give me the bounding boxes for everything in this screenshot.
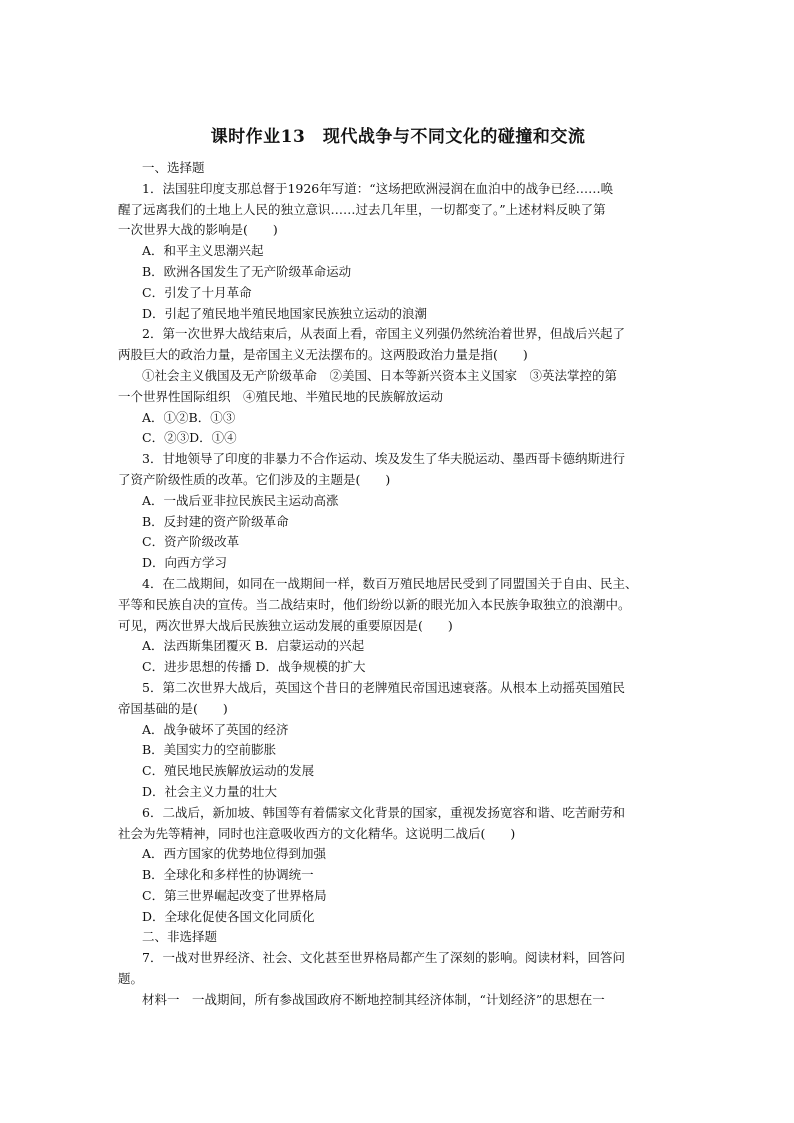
text-line: A．法西斯集团覆灭 B．启蒙运动的兴起 [142, 638, 365, 654]
text-line: C．②③D．①④ [142, 430, 237, 446]
text-line: C．进步思想的传播 D．战争规模的扩大 [142, 659, 366, 675]
text-line: D．向西方学习 [142, 555, 228, 571]
text-line: B．美国实力的空前膨胀 [142, 742, 277, 758]
text-line: 5．第二次世界大战后，英国这个昔日的老牌殖民帝国迅速衰落。从根本上动摇英国殖民 [142, 679, 625, 695]
text-line: B．反封建的资产阶级革命 [142, 513, 289, 529]
text-line: 1．法国驻印度支那总督于1926年写道：“这场把欧洲浸润在血泊中的战争已经……唤 [142, 180, 614, 196]
document-body [118, 158, 678, 1011]
text-line: 醒了远离我们的土地上人民的独立意识……过去几年里，一切都变了。”上述材料反映了第 [118, 201, 606, 217]
text-line: D．引起了殖民地半殖民地国家民族独立运动的浪潮 [142, 305, 428, 321]
text-line: 3．甘地领导了印度的非暴力不合作运动、埃及发生了华夫脱运动、墨西哥卡德纳斯进行 [142, 451, 625, 467]
text-line: B．全球化和多样性的协调统一 [142, 867, 314, 883]
text-line: 平等和民族自决的宣传。当二战结束时，他们纷纷以新的眼光加入本民族争取独立的浪潮中。 [118, 596, 631, 612]
text-line: 一个世界性国际组织 ④殖民地、半殖民地的民族解放运动 [118, 388, 444, 404]
text-line: C．殖民地民族解放运动的发展 [142, 763, 315, 779]
text-line: C．引发了十月革命 [142, 284, 252, 300]
text-line: A．一战后亚非拉民族民主运动高涨 [142, 492, 339, 508]
document-title: 课时作业13 现代战争与不同文化的碰撞和交流 [210, 127, 586, 147]
text-line: 6．二战后，新加坡、韩国等有着儒家文化背景的国家，重视发扬宽容和谐、吃苦耐劳和 [142, 804, 625, 820]
text-line: 可见，两次世界大战后民族独立运动发展的重要原因是( ) [118, 617, 453, 633]
text-line: 一次世界大战的影响是( ) [118, 222, 278, 238]
text-line: 二、非选择题 [142, 929, 218, 945]
text-line: 4．在二战期间，如同在一战期间一样，数百万殖民地居民受到了同盟国关于自由、民主、 [142, 575, 638, 591]
text-line: 两股巨大的政治力量，是帝国主义无法摆布的。这两股政治力量是指( ) [118, 347, 528, 363]
text-line: 7．一战对世界经济、社会、文化甚至世界格局都产生了深刻的影响。阅读材料，回答问 [142, 950, 625, 966]
text-line: 材料一 一战期间，所有参战国政府不断地控制其经济体制，“计划经济”的思想在一 [142, 991, 605, 1007]
text-line: 社会为先等精神，同时也注意吸收西方的文化精华。这说明二战后( ) [118, 825, 516, 841]
text-line: D．全球化促使各国文化同质化 [142, 908, 315, 924]
text-line: 一、选择题 [142, 160, 205, 175]
text-line: A．①②B．①③ [142, 409, 236, 425]
text-line: 帝国基础的是( ) [118, 700, 228, 716]
text-line: D．社会主义力量的壮大 [142, 783, 278, 799]
text-line: A．战争破坏了英国的经济 [142, 721, 289, 737]
text-line: ①社会主义俄国及无产阶级革命 ②美国、日本等新兴资本主义国家 ③英法掌控的第 [142, 367, 618, 383]
text-line: A．西方国家的优势地位得到加强 [142, 846, 327, 862]
text-line: C．第三世界崛起改变了世界格局 [142, 887, 327, 903]
text-line: 了资产阶级性质的改革。它们涉及的主题是( ) [118, 471, 391, 487]
text-line: A．和平主义思潮兴起 [142, 243, 264, 259]
text-line: 2．第一次世界大战结束后，从表面上看，帝国主义列强仍然统治着世界，但战后兴起了 [142, 326, 625, 342]
text-line: C．资产阶级改革 [142, 534, 240, 550]
text-line: 题。 [118, 971, 144, 987]
text-line: B．欧洲各国发生了无产阶级革命运动 [142, 263, 352, 279]
